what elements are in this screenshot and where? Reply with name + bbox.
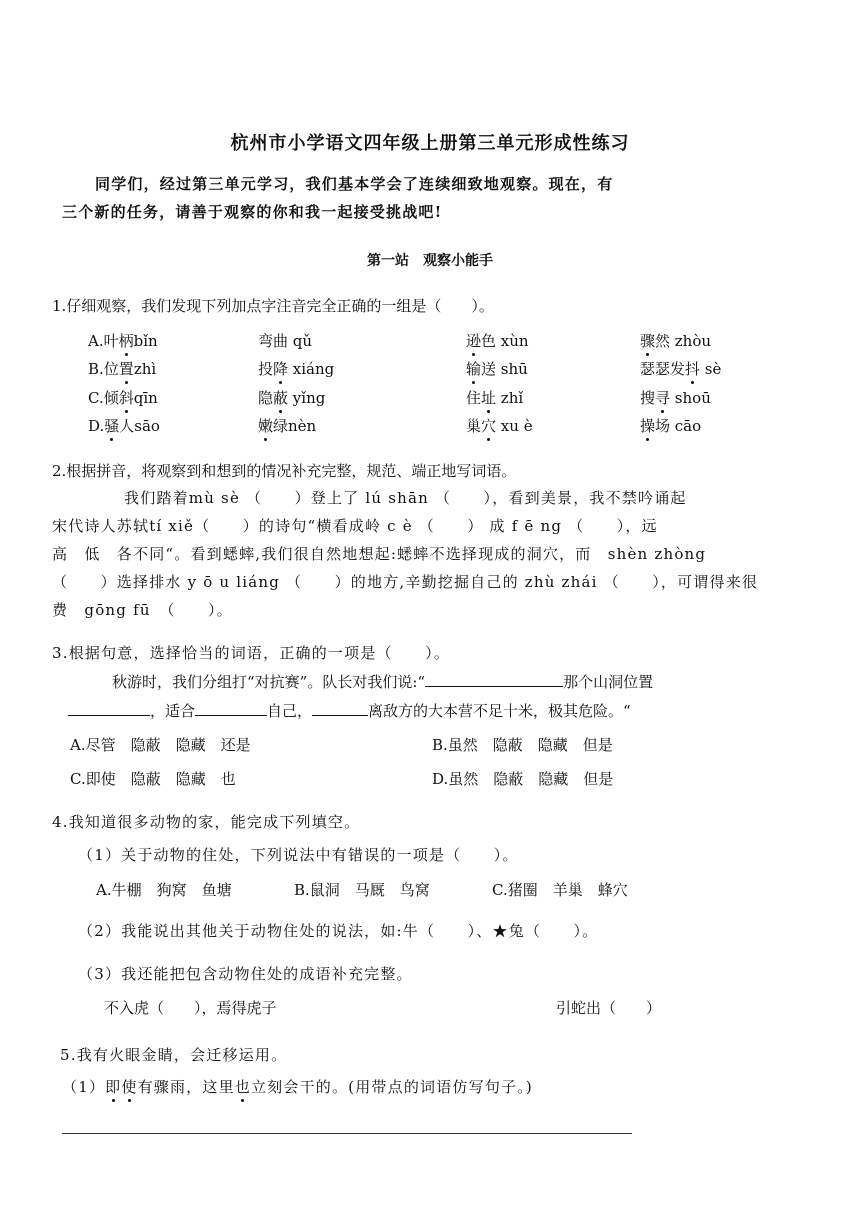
blank-2[interactable]	[68, 700, 150, 716]
question-3-option-a: A.尽管 隐蔽 隐藏 还是	[70, 736, 251, 754]
idiom-1: 不入虎（ ），焉得虎子	[104, 999, 277, 1017]
q1-option-c-word-1: C.倾斜qīn	[88, 389, 158, 407]
question-4-sub-1-option-c: C.猪圈 羊巢 蜂穴	[492, 881, 628, 899]
page-title: 杭州市小学语文四年级上册第三单元形成性练习	[230, 133, 630, 154]
q1-option-b-word-3: 输送 shū	[466, 360, 528, 378]
q1-option-a-word-3: 逊色 xùn	[466, 332, 529, 350]
intro-line-2: 三个新的任务，请善于观察的你和我一起接受挑战吧!	[62, 203, 443, 221]
question-1-stem: 1.仔细观察，我们发现下列加点字注音完全正确的一组是（ ）。	[52, 297, 494, 315]
question-3-option-c: C.即使 隐蔽 隐藏 也	[70, 770, 236, 788]
blank-3[interactable]	[195, 700, 267, 716]
question-3-passage-line-1: 秋游时，我们分组打“对抗赛”。队长对我们说:“ 那个山洞位置	[112, 673, 654, 691]
q1-option-a-word-2: 弯曲 qǔ	[258, 332, 313, 350]
blank-1[interactable]	[425, 671, 563, 687]
question-3-passage-line-2: ，适合 自己， 离敌方的大本营不足十米，极其危险。“	[68, 700, 631, 721]
q1-option-b-word-2: 投降 xiáng	[258, 360, 335, 378]
q1-option-b-word-1: B.位置zhì	[88, 360, 157, 378]
q1-option-c-word-4: 搜寻 shoū	[640, 389, 711, 407]
intro-line-1: 同学们，经过第三单元学习，我们基本学会了连续细致地观察。现在，有	[95, 175, 614, 193]
q1-option-c-word-3: 住址 zhǐ	[466, 389, 524, 407]
q1-option-d-word-3: 巢穴 xu è	[466, 417, 533, 435]
q1-option-c-word-2: 隐蔽 yǐng	[258, 389, 326, 407]
question-4-sub-1-option-a: A.牛棚 狗窝 鱼塘	[96, 881, 232, 899]
question-2-line-3: 高 低 各不同“。看到蟋蟀,我们很自然地想起:蟋蟀不选择现成的洞穴，而 shèn zhòng	[52, 545, 707, 563]
question-4-stem: 4.我知道很多动物的家，能完成下列填空。	[52, 813, 361, 831]
answer-line[interactable]	[62, 1133, 632, 1134]
question-2-line-5: 费 gōng fū （ ）。	[52, 601, 233, 619]
q1-option-b-word-4: 瑟瑟发抖 sè	[640, 360, 722, 378]
question-4-sub-1: （1）关于动物的住处，下列说法中有错误的一项是（ ）。	[78, 846, 519, 864]
question-4-sub-1-option-b: B.鼠洞 马厩 鸟窝	[294, 881, 430, 899]
question-4-sub-2: （2）我能说出其他关于动物住处的说法，如:牛（ ）、★兔（ ）。	[78, 922, 599, 940]
q1-option-d-word-1: D.骚人sāo	[88, 417, 160, 435]
question-3-option-b: B.虽然 隐蔽 隐藏 但是	[432, 736, 613, 754]
question-2-line-1: 我们踏着mù sè （ ）登上了 lú shān （ ），看到美景，我不禁吟诵起	[124, 489, 687, 507]
question-2-line-4: （ ）选择排水 y ō u liáng （ ）的地方,辛勤挖掘自己的 zhù zhái （ ），可谓得来很	[52, 573, 759, 591]
question-5-stem: 5.我有火眼金睛，会迁移运用。	[60, 1046, 288, 1064]
blank-4[interactable]	[312, 700, 368, 716]
q1-option-d-word-4: 操场 cāo	[640, 417, 702, 435]
question-3-option-d: D.虽然 隐蔽 隐藏 但是	[432, 770, 614, 788]
question-3-stem: 3.根据句意，选择恰当的词语，正确的一项是（ ）。	[52, 644, 451, 662]
q1-option-d-word-2: 嫩绿nèn	[258, 417, 317, 435]
question-2-stem: 2.根据拼音，将观察到和想到的情况补充完整，规范、端正地写词语。	[52, 462, 517, 480]
question-4-sub-3: （3）我还能把包含动物住处的成语补充完整。	[78, 965, 413, 983]
q1-option-a-word-1: A.叶柄bǐn	[88, 332, 158, 350]
idiom-2: 引蛇出（ ）	[556, 999, 662, 1017]
section-title: 第一站 观察小能手	[367, 253, 493, 269]
q1-option-a-word-4: 骤然 zhòu	[640, 332, 712, 350]
question-2-line-2: 宋代诗人苏轼tí xiě（ ）的诗句“横看成岭 c è （ ） 成 f ē ng （ ），远	[52, 517, 658, 535]
question-5-sub-1: （1）即使有骤雨，这里也立刻会干的。(用带点的词语仿写句子。)	[62, 1078, 533, 1096]
